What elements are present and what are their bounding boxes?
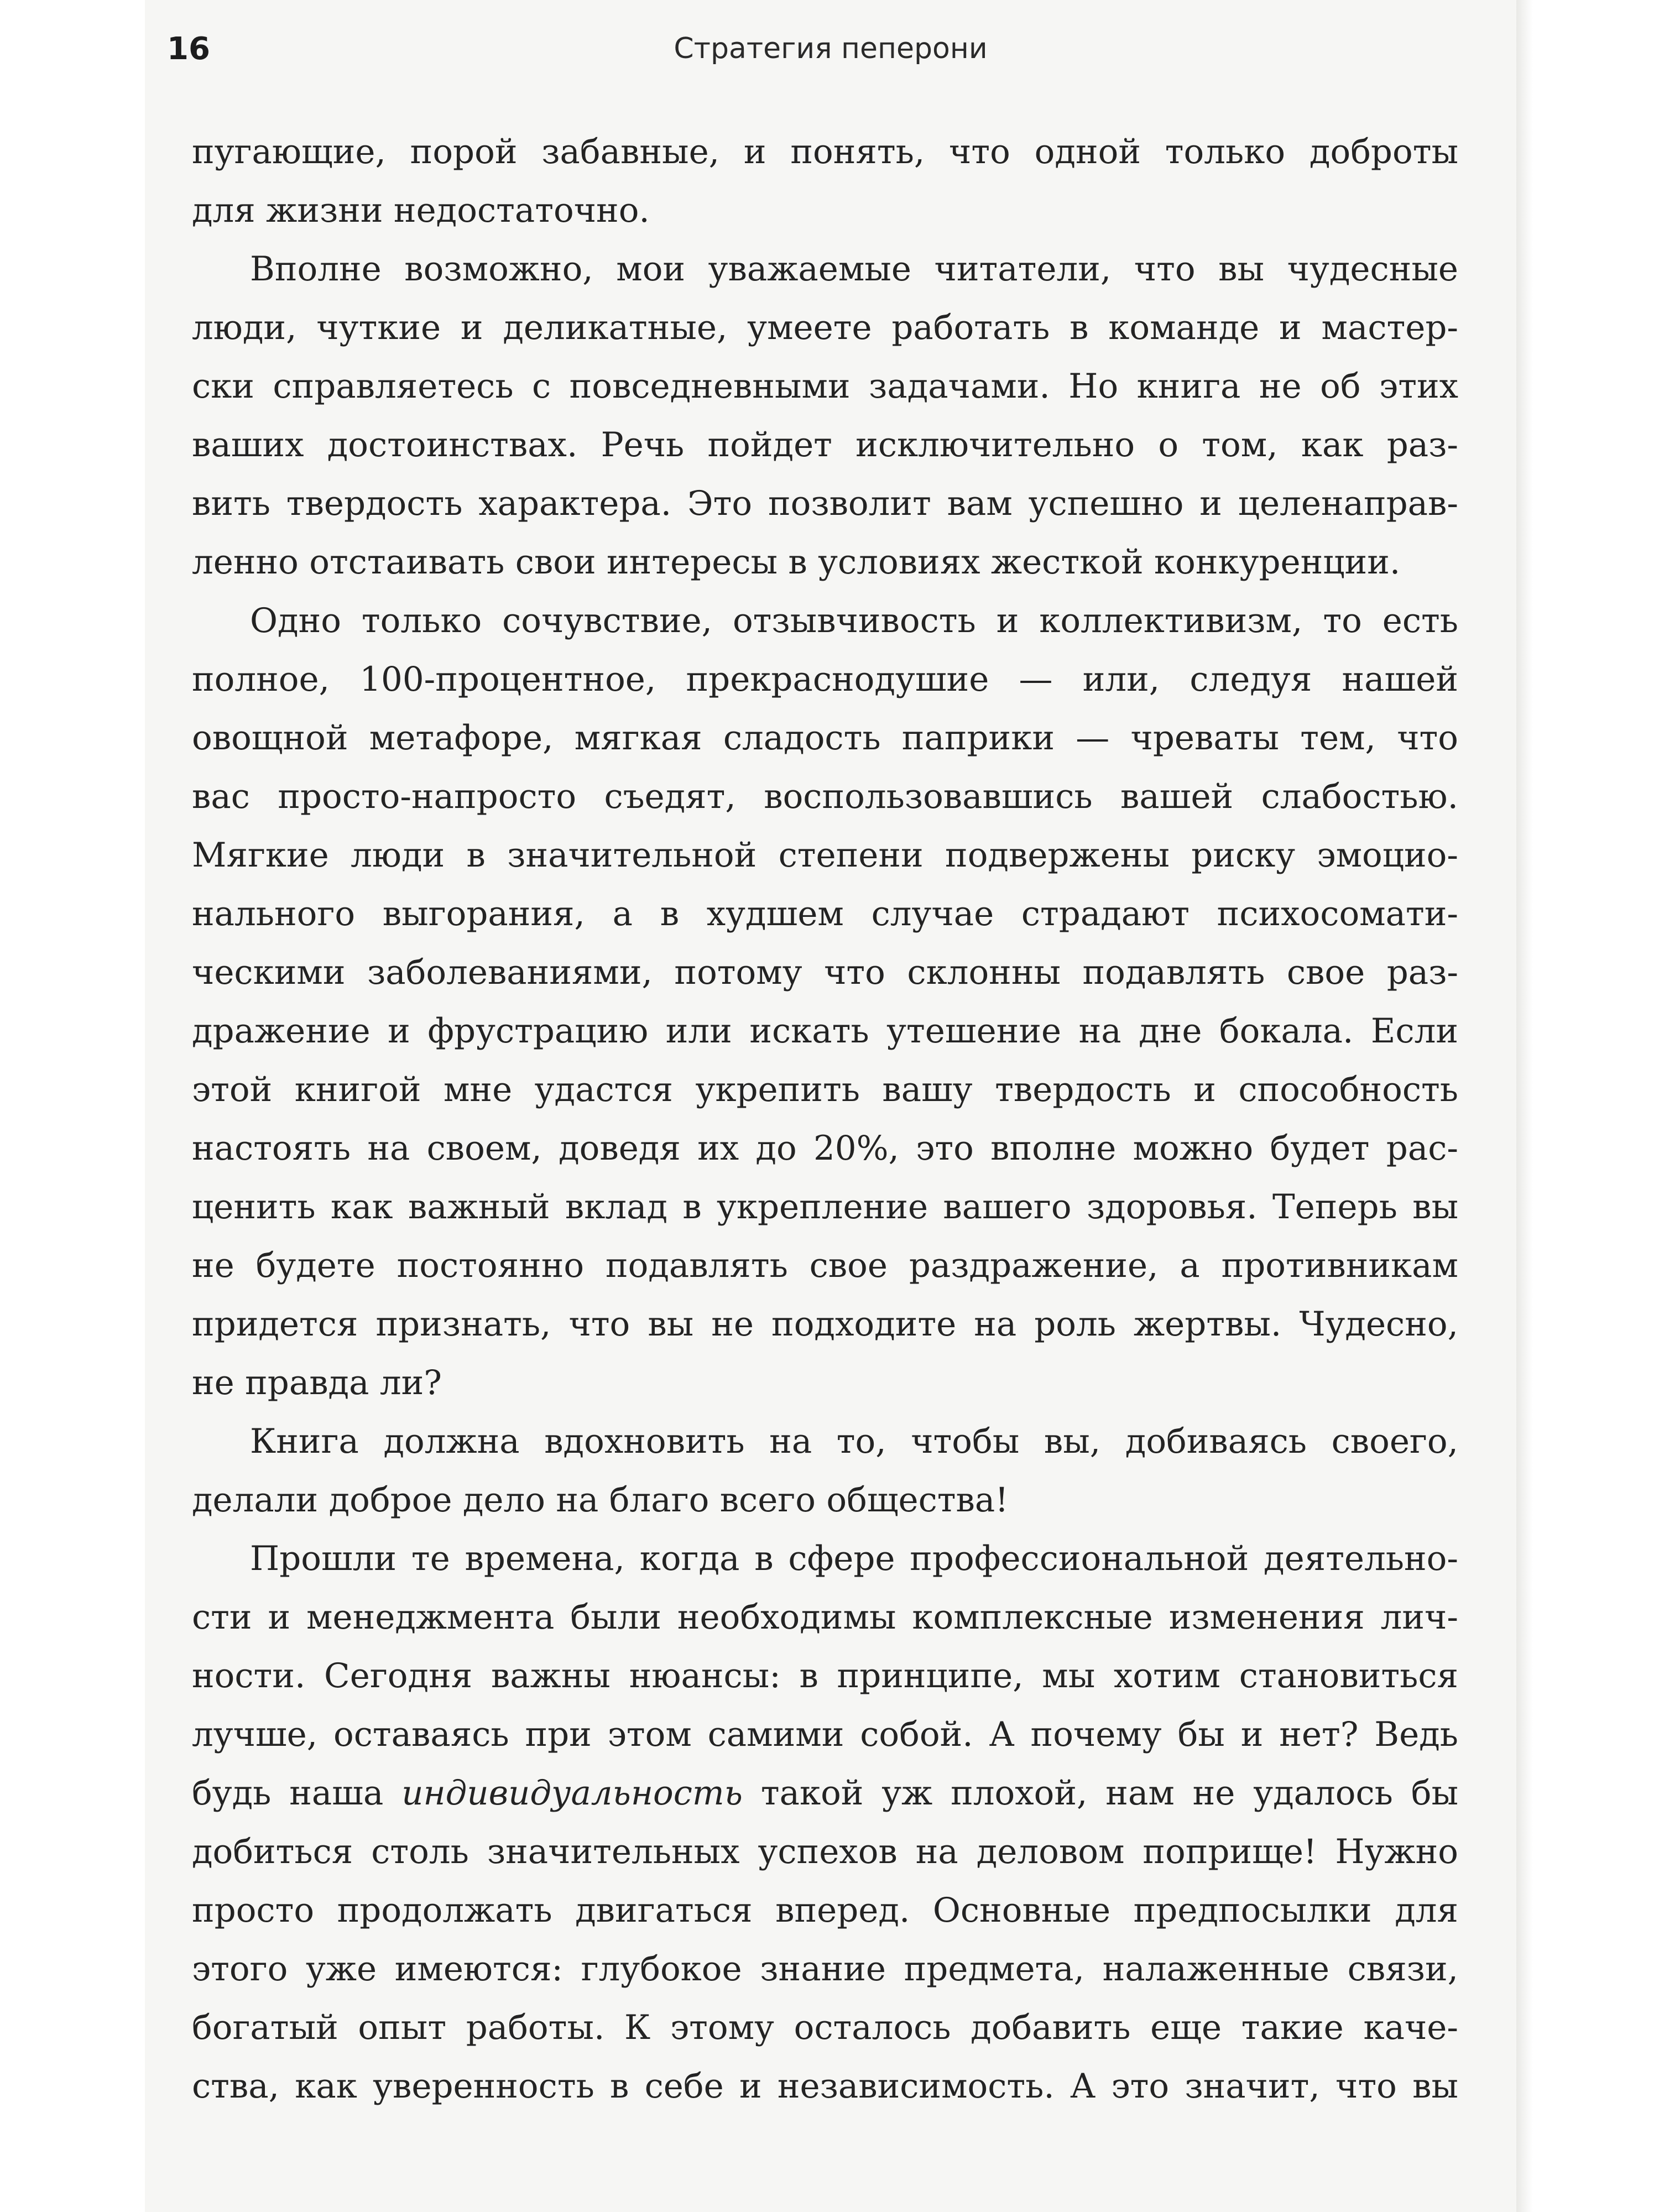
text-line: не правда ли? — [192, 1363, 442, 1402]
text-line: ства, как уверенность в себе и независимость. А это значит, что вы — [192, 2067, 1458, 2106]
page-number: 16 — [167, 31, 210, 67]
text-line: этой книгой мне удастся укрепить вашу твердость и способность — [192, 1070, 1458, 1109]
text-line: Вполне возможно, мои уважаемые читатели, что вы чудесные — [250, 249, 1458, 289]
page-edge — [1516, 0, 1533, 2212]
text-line: ски справляетесь с повседневными задачами. Но книга не об этих — [192, 367, 1458, 406]
text-line: не будете постоянно подавлять свое раздражение, а противникам — [192, 1246, 1458, 1285]
book-page — [145, 0, 1516, 2212]
text-line: Мягкие люди в значительной степени подвержены риску эмоцио- — [192, 836, 1458, 875]
text-line: ленно отстаивать свои интересы в условиях жесткой конкуренции. — [192, 542, 1401, 582]
text-line: для жизни недостаточно. — [192, 191, 650, 230]
text-line: вить твердость характера. Это позволит вам успешно и целенаправ- — [192, 484, 1458, 523]
text-line: сти и менеджмента были необходимы комплексные изменения лич- — [192, 1598, 1458, 1637]
text-line: Прошли те времена, когда в сфере профессиональной деятельно- — [250, 1539, 1458, 1578]
text-line: люди, чуткие и деликатные, умеете работать в команде и мастер- — [192, 308, 1458, 347]
text-line: лучше, оставаясь при этом самими собой. А почему бы и нет? Ведь — [192, 1715, 1458, 1754]
text-line: делали доброе дело на благо всего общества! — [192, 1480, 1009, 1520]
text-line: овощной метафоре, мягкая сладость паприки — чреваты тем, что — [192, 718, 1458, 758]
emphasis: индивидуальность — [401, 1773, 743, 1813]
text-line: ценить как важный вклад в укрепление вашего здоровья. Теперь вы — [192, 1187, 1458, 1227]
text-line: Книга должна вдохновить на то, чтобы вы, добиваясь своего, — [250, 1422, 1458, 1461]
text-line: нального выгорания, а в худшем случае страдают психосомати- — [192, 894, 1458, 933]
page-header — [145, 27, 1516, 71]
text-line: вас просто-напросто съедят, воспользовавшись вашей слабостью. — [192, 777, 1458, 816]
text-line: придется признать, что вы не подходите на роль жертвы. Чудесно, — [192, 1305, 1458, 1344]
text-line: полное, 100-процентное, прекраснодушие — или, следуя нашей — [192, 660, 1458, 699]
body-text — [192, 123, 1458, 2116]
text-line: этого уже имеются: глубокое знание предмета, налаженные связи, — [192, 1949, 1458, 1989]
text-line: богатый опыт работы. К этому осталось добавить еще такие каче- — [192, 2008, 1458, 2047]
text-line: пугающие, порой забавные, и понять, что одной только доброты — [192, 132, 1458, 171]
text-line: дражение и фрустрацию или искать утешение на дне бокала. Если — [192, 1011, 1458, 1051]
text-line: добиться столь значительных успехов на деловом поприще! Нужно — [192, 1832, 1458, 1871]
text-line: Одно только сочувствие, отзывчивость и коллективизм, то есть — [250, 601, 1458, 640]
text-line: будь наша индивидуальность такой уж плохой, нам не удалось бы — [192, 1773, 1458, 1813]
running-title: Стратегия пеперони — [674, 32, 988, 65]
text-line: настоять на своем, доведя их до 20%, это вполне можно будет рас- — [192, 1129, 1458, 1168]
text-line: ваших достоинствах. Речь пойдет исключительно о том, как раз- — [192, 425, 1458, 465]
text-line: просто продолжать двигаться вперед. Основные предпосылки для — [192, 1891, 1458, 1930]
text-line: ности. Сегодня важны нюансы: в принципе, мы хотим становиться — [192, 1656, 1458, 1695]
text-line: ческими заболеваниями, потому что склонны подавлять свое раз- — [192, 953, 1458, 992]
